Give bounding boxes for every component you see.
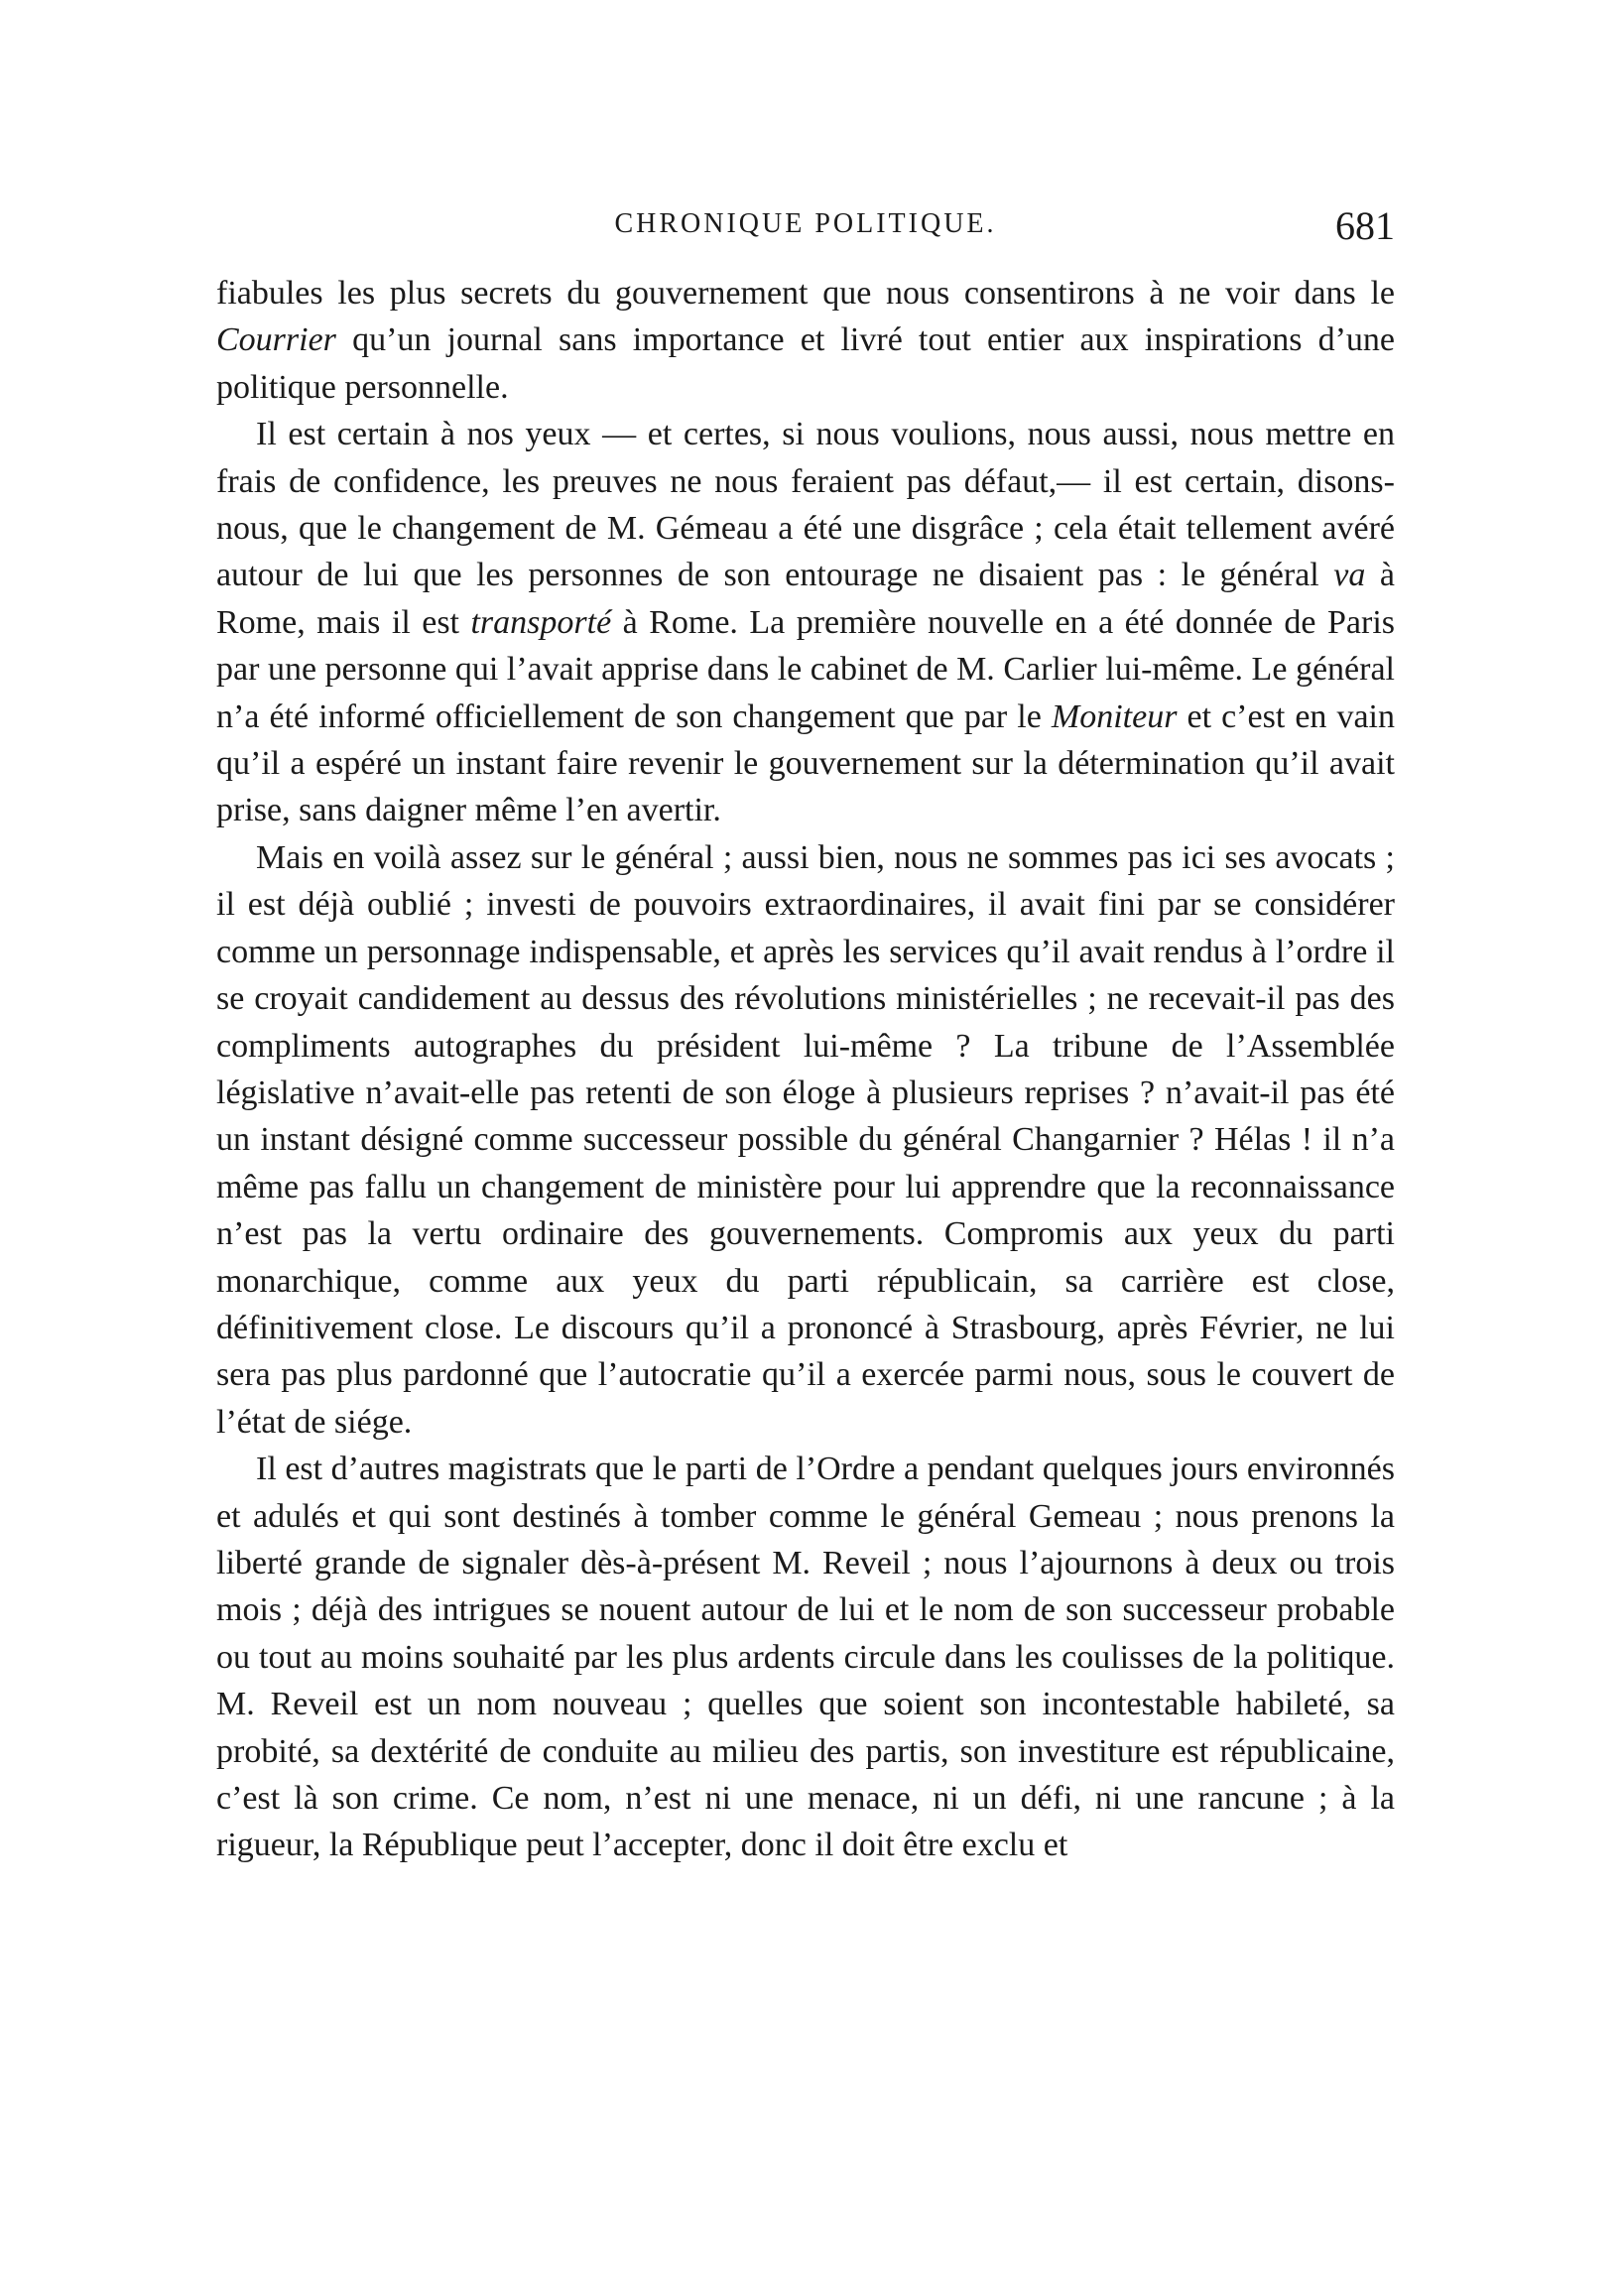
paragraph-2-italic-transporte: transporté xyxy=(470,603,612,641)
paragraph-2-text-b: à Rome, mais il est xyxy=(216,557,1395,641)
running-head xyxy=(216,203,1395,262)
paragraph-2-text-c: à Rome. La première nouvelle en a été donnée de Paris par une personne qui l’avait apprise dans le cabinet de M. Carlier lui-même. Le général n’a été informé officiellement de son changement que par le xyxy=(216,603,1395,735)
paragraph-2-text-a: Il est certain à nos yeux — et certes, si nous voulions, nous aussi, nous mettre en frais de confidence, les preuves ne nous feraient pas défaut,— il est certain, disons-nous, que le changement de M. Gémeau a été une disgrâce ; cela était tellement avéré autour de lui que les personnes de son entourage ne disaient pas : le général xyxy=(216,416,1395,594)
paragraph-2-text-d: et c’est en vain qu’il a espéré un instant faire revenir le gouvernement sur la détermination qu’il avait prise, sans daigner même l’en avertir. xyxy=(216,697,1395,829)
paragraph-2-italic-va: va xyxy=(1333,557,1366,594)
paragraph-1-italic-courrier: Courrier xyxy=(216,321,336,359)
paragraph-1-text-a: fiabules les plus secrets du gouvernement que nous consentirons à ne voir dans le xyxy=(216,275,1395,312)
paragraph-1 xyxy=(216,270,1395,411)
paragraph-3: Mais en voilà assez sur le général ; aussi bien, nous ne sommes pas ici ses avocats ; il est déjà oublié ; investi de pouvoirs extraordinaires, il avait fini par se considérer comme un personnage indispensable, et après les services qu’il avait rendus à l’ordre il se croyait candidement au dessus des révolutions ministérielles ; ne recevait-il pas des compliments autographes du président lui-même ? La tribune de l’Assemblée législative n’avait-elle pas retenti de son éloge à plusieurs reprises ? n’avait-il pas été un instant désigné comme successeur possible du général Changarnier ? Hélas ! il n’a même pas fallu un changement de ministère pour lui apprendre que la reconnaissance n’est pas la vertu ordinaire des gouvernements. Compromis aux yeux du parti monarchique, comme aux yeux du parti républicain, sa carrière est close, définitivement close. Le discours qu’il a prononcé à Strasbourg, après Février, ne lui sera pas plus pardonné que l’autocratie qu’il a exercée parmi nous, sous le couvert de l’état de siége. xyxy=(216,838,1395,1441)
paragraph-4: Il est d’autres magistrats que le parti de l’Ordre a pendant quelques jours environnés et adulés et qui sont destinés à tomber comme le général Gemeau ; nous prenons la liberté grande de signaler dès-à-présent M. Reveil ; nous l’ajournons à deux ou trois mois ; déjà des intrigues se nouent autour de lui et le nom de son successeur probable ou tout au moins souhaité par les plus ardents circule dans les coulisses de la politique. M. Reveil est un nom nouveau ; quelles que soient son incontestable habileté, sa probité, sa dextérité de conduite au milieu des partis, son investiture est républicaine, c’est là son crime. Ce nom, n’est ni une menace, ni un défi, ni une rancune ; à la rigueur, la République peut l’accepter, donc il doit être exclu et xyxy=(216,1451,1395,1864)
body-text xyxy=(216,270,1395,1869)
running-title: CHRONIQUE POLITIQUE. xyxy=(614,208,997,239)
paragraph-1-text-b: qu’un journal sans importance et livré tout entier aux inspirations d’une politique personnelle. xyxy=(216,321,1395,406)
page-number: 681 xyxy=(1335,203,1395,248)
paragraph-2 xyxy=(216,411,1395,834)
paragraph-2-italic-moniteur: Moniteur xyxy=(1051,697,1178,735)
